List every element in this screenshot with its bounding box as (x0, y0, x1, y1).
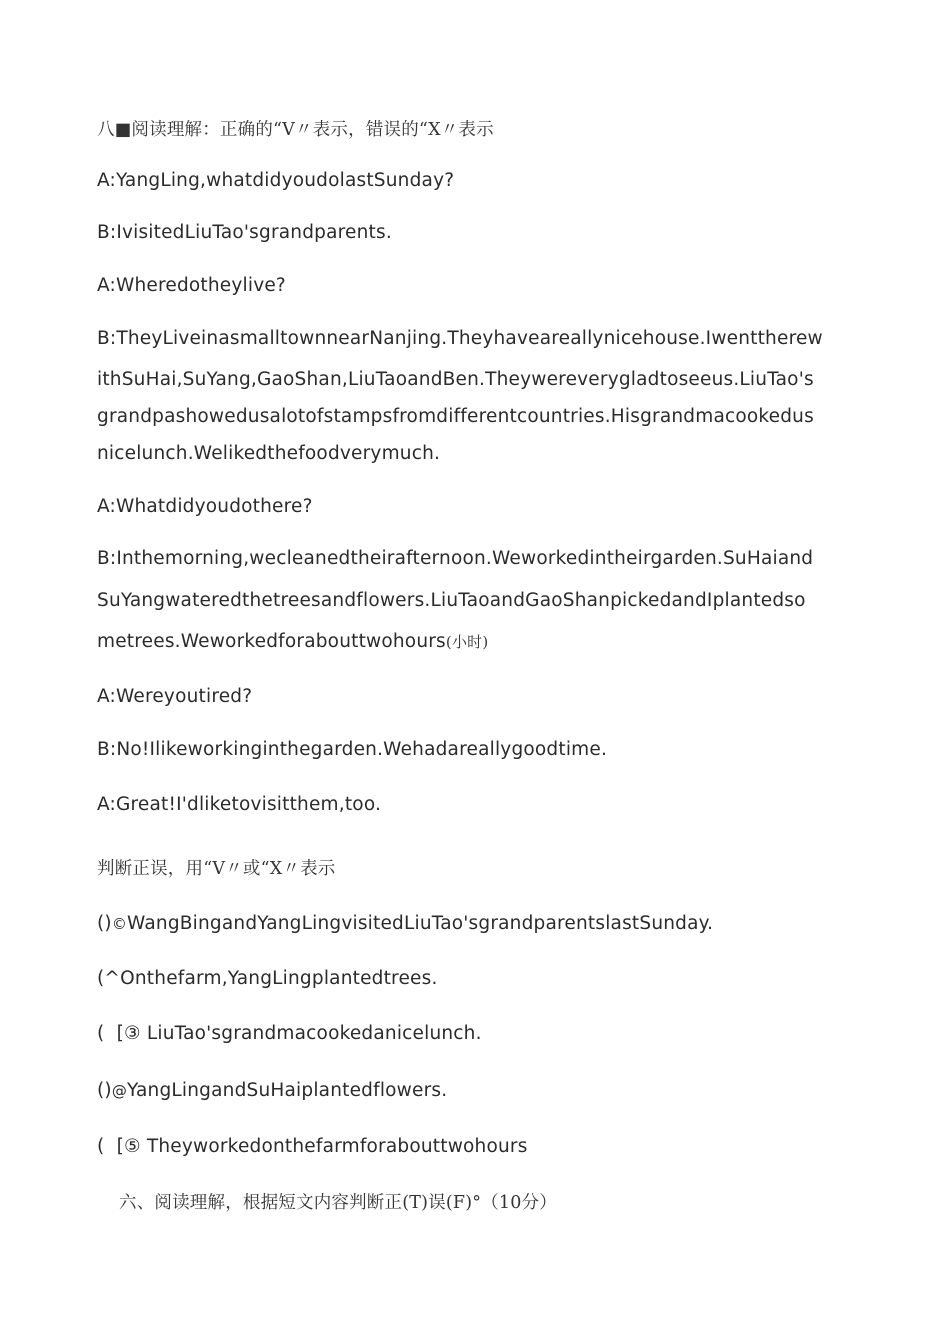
question-text: YangLingandSuHaiplantedflowers. (127, 1080, 448, 1101)
dialogue-line: A:Great!I'dliketovisitthem,too. (97, 794, 382, 815)
dialogue-line: B:Inthemorning,wecleanedtheirafternoon.Weworkedintheirgarden.SuHaiand (97, 548, 814, 569)
dialogue-text: metrees.Weworkedforabouttwohours (97, 631, 446, 652)
question-item (97, 912, 713, 936)
dialogue-line: ithSuHai,SuYang,GaoShan,LiuTaoandBen.Theywereverygladtoseeus.LiuTao's (97, 369, 814, 390)
dialogue-line: B:No!Ilikeworkinginthegarden.Wehadareallygoodtime. (97, 739, 608, 760)
dialogue-line: A:YangLing,whatdidyoudolastSunday? (97, 170, 455, 191)
answer-blank: (^ (97, 968, 121, 989)
question-text: Theyworkedonthefarmforabouttwohours (146, 1136, 528, 1157)
question-text: WangBingandYangLingvisitedLiuTao'sgrandparentslastSunday. (127, 913, 714, 934)
section-heading: 八■阅读理解：正确的“V〃表示，错误的“X〃表示 (97, 120, 494, 140)
answer-blank: ( [⑤ (97, 1136, 141, 1157)
dialogue-line: B:IvisitedLiuTao'sgrandparents. (97, 222, 392, 243)
dialogue-line: grandpashowedusalotofstampsfromdifferentcountries.Hisgrandmacookedus (97, 406, 814, 427)
question-text: LiuTao'sgrandmacookedanicelunch. (146, 1023, 482, 1044)
question-marker: © (111, 915, 128, 933)
dialogue-line: nicelunch.Welikedthefoodverymuch. (97, 443, 441, 464)
answer-blank: () (97, 913, 112, 934)
question-item (97, 967, 438, 991)
question-item (97, 1022, 482, 1046)
dialogue-line: A:Wereyoutired? (97, 686, 253, 707)
dialogue-line: SuYangwateredthetreesandflowers.LiuTaoandGaoShanpickedandIplantedso (97, 590, 806, 611)
question-text: Onthefarm,YangLingplantedtrees. (120, 968, 438, 989)
dialogue-line: B:TheyLiveinasmalltownnearNanjing.Theyhaveareallynicehouse.Iwenttherew (97, 328, 823, 349)
instruction-text: 判断正误，用“V〃或“X〃表示 (97, 859, 336, 879)
answer-blank: ( [③ (97, 1023, 141, 1044)
dialogue-line: A:Whatdidyoudothere? (97, 496, 313, 517)
answer-blank: () (97, 1080, 112, 1101)
question-item (97, 1135, 528, 1159)
question-item (97, 1079, 447, 1103)
dialogue-line (97, 630, 488, 654)
hours-note: (小时) (445, 633, 489, 651)
dialogue-line: A:Wheredotheylive? (97, 275, 286, 296)
question-marker: @ (111, 1082, 128, 1100)
next-section-heading: 六、阅读理解，根据短文内容判断正(T)误(F)°（10分） (119, 1193, 557, 1213)
